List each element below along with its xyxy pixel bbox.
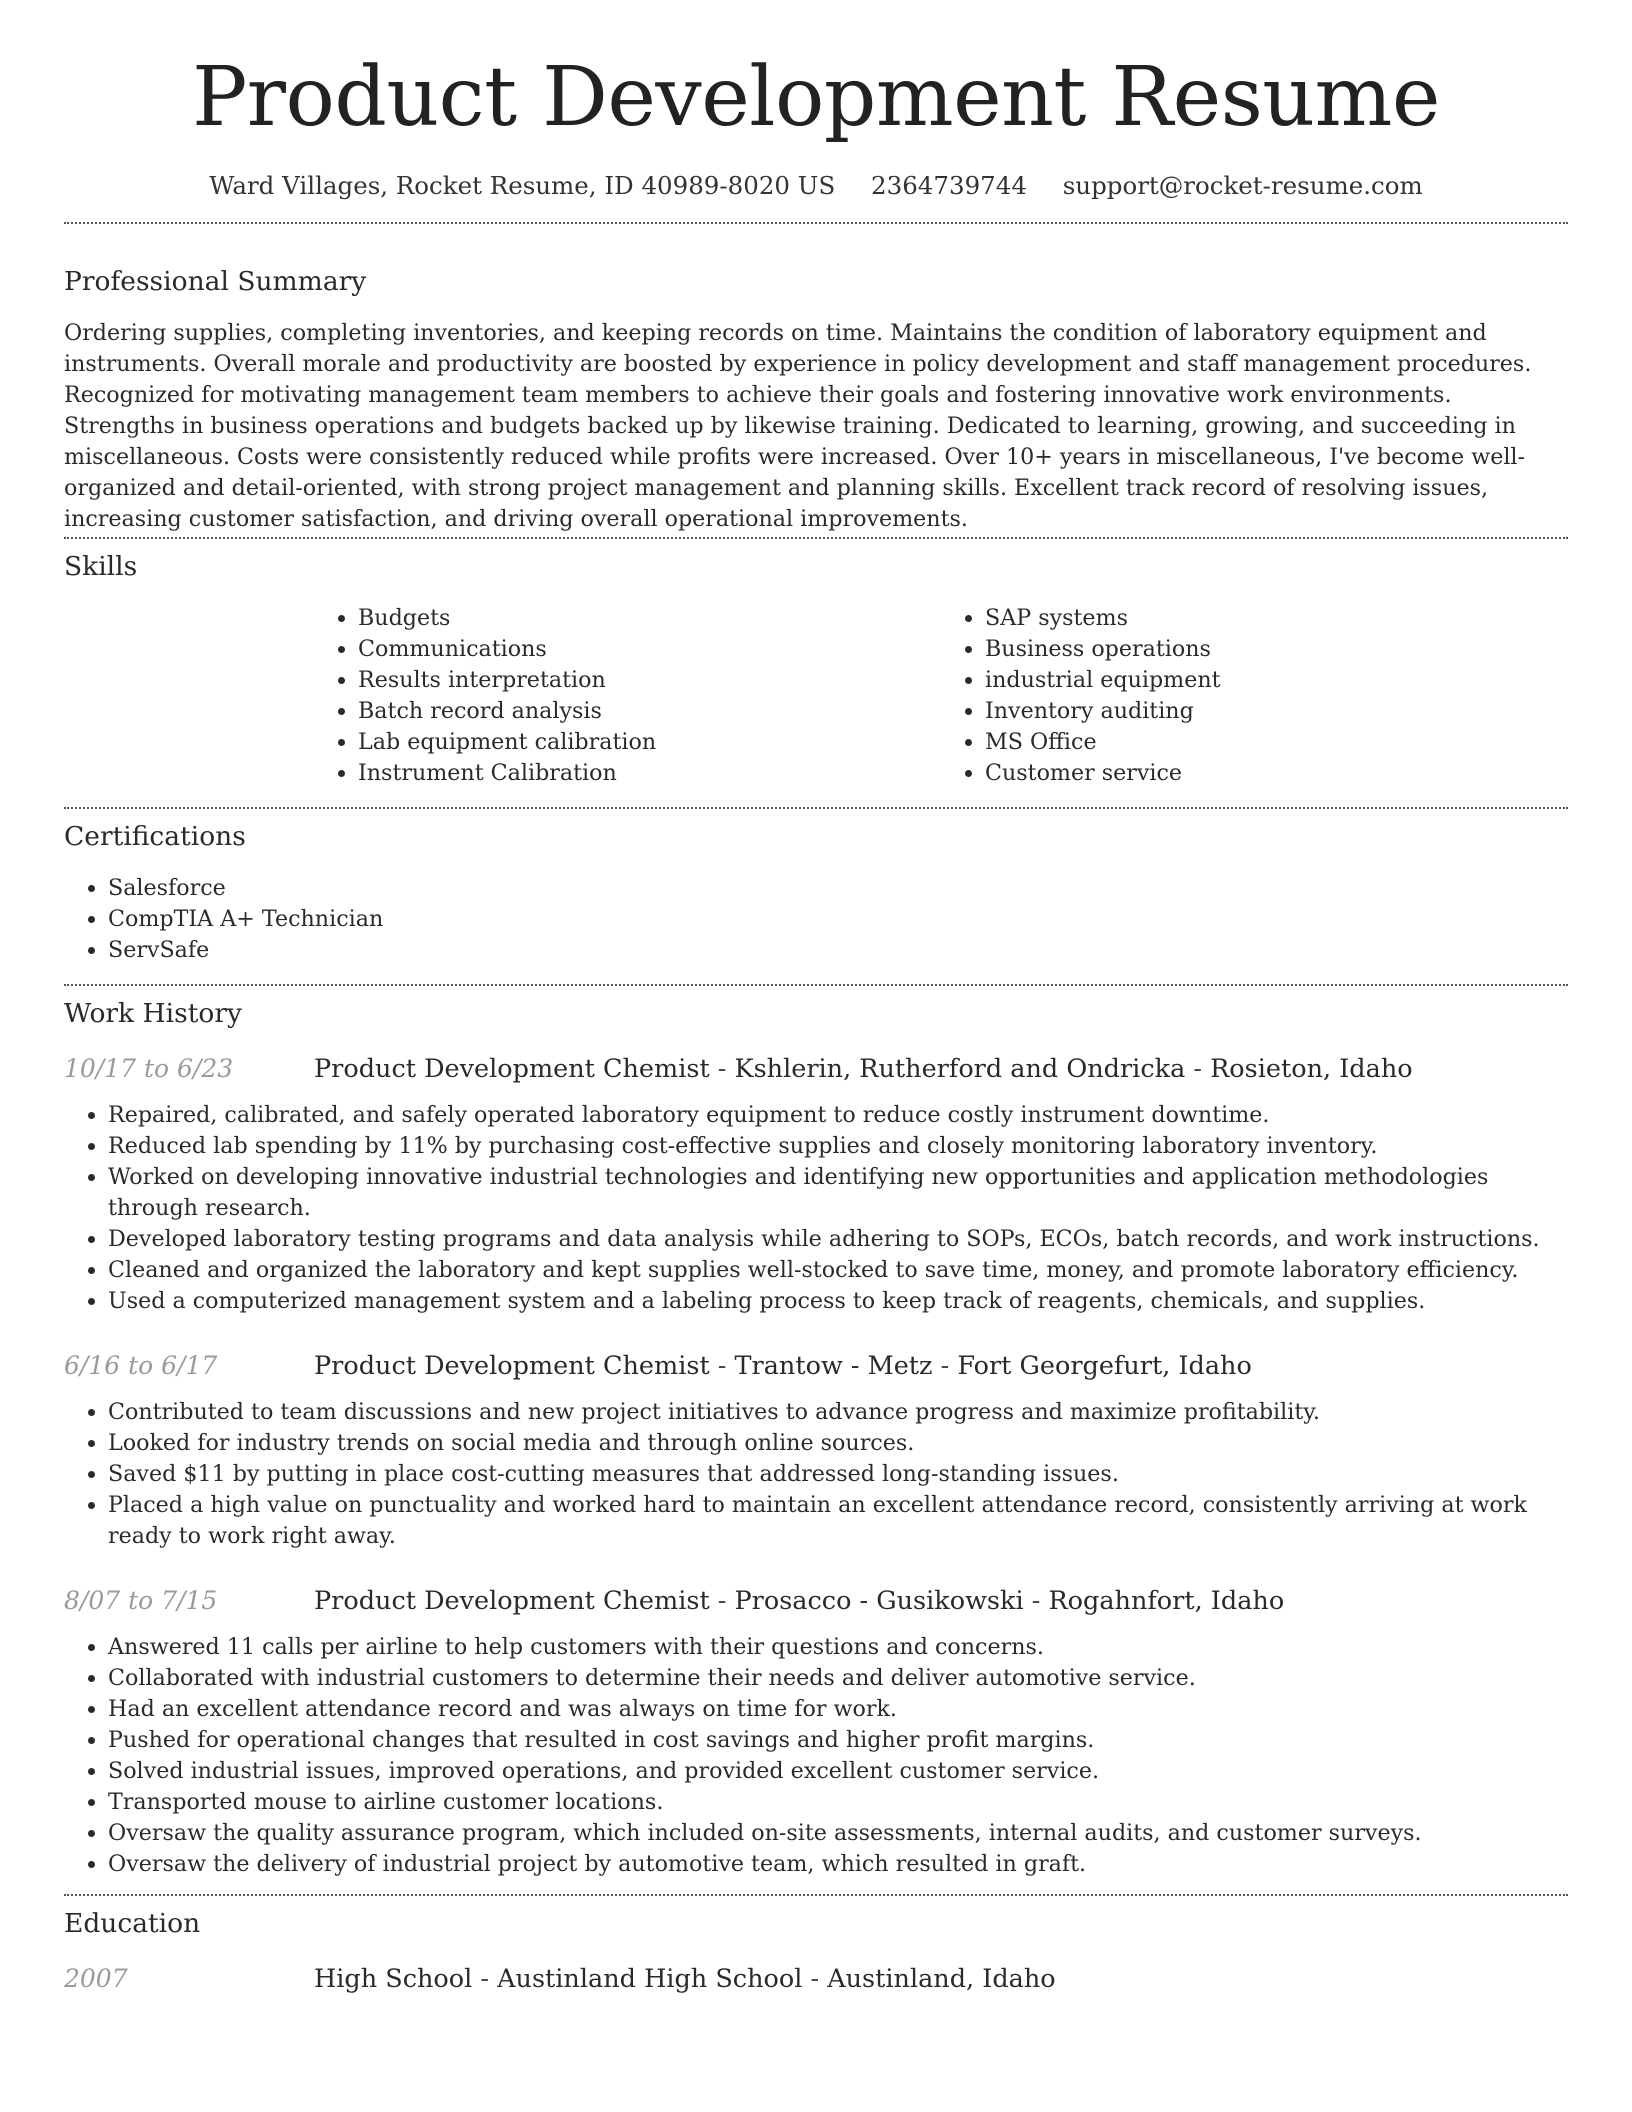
contact-phone: 2364739744 [871,171,1027,200]
job-role: Product Development Chemist [314,1351,710,1381]
title-separator: - [709,1054,735,1084]
section-divider [64,537,1568,539]
certification-item: • ServSafe [108,935,1568,966]
work-history-heading: Work History [64,998,242,1029]
resume-page [64,0,1568,1996]
skill-item: • SAP systems [985,603,1568,634]
certification-item: • Salesforce [108,873,1568,904]
job-location: Fort Georgefurt, Idaho [957,1351,1252,1381]
skills-list-right [941,603,1568,789]
education-location: Austinland, Idaho [827,1964,1056,1994]
job-dates: 6/16 to 6/17 [64,1351,218,1380]
skill-item: • Budgets [358,603,941,634]
skill-item: • Batch record analysis [358,696,941,727]
title-separator: - [709,1351,735,1381]
job-title [314,1584,1284,1618]
job-company: Kshlerin, Rutherford and Ondricka [734,1054,1186,1084]
section-divider [64,222,1568,224]
skill-item: • Inventory auditing [985,696,1568,727]
skill-item: • Instrument Calibration [358,758,941,789]
skill-item: • Business operations [985,634,1568,665]
education-heading: Education [64,1908,201,1939]
job-bullet: • Placed a high value on punctuality and worked hard to maintain an excellent attendance record, consistently arriving at work ready to work right away. [108,1490,1568,1552]
skill-item: • industrial equipment [985,665,1568,696]
job-entry [64,1052,1568,1086]
job-bullet: • Had an excellent attendance record and was always on time for work. [108,1694,1568,1725]
job-role: Product Development Chemist [314,1586,710,1616]
job-bullet: • Saved $11 by putting in place cost-cutting measures that addressed long-standing issues. [108,1459,1568,1490]
section-divider [64,984,1568,986]
job-title [314,1349,1252,1383]
resume-title: Product Development Resume [192,50,1440,145]
job-role: Product Development Chemist [314,1054,710,1084]
job-title [314,1052,1413,1086]
job-bullet: • Solved industrial issues, improved operations, and provided excellent customer service. [108,1756,1568,1787]
education-entry [64,1962,1568,1996]
contact-address: Ward Villages, Rocket Resume, ID 40989-8020 US [209,171,836,200]
job-bullets [64,1632,1568,1880]
summary-text: Ordering supplies, completing inventories, and keeping records on time. Maintains the condition of laboratory equipment and instruments. Overall morale and productivity are boosted by experience in policy development and staff management procedures. Recognized for motivating management team members to achieve their goals and fostering innovative work environments. Strengths in business operations and budgets backed up by likewise training. Dedicated to learning, growing, and succeeding in miscellaneous. Costs were consistently reduced while profits were increased. Over 10+ years in miscellaneous, I've become well-organized and detail-oriented, with strong project management and planning skills. Excellent track record of resolving issues, increasing customer satisfaction, and driving overall operational improvements. [64,320,1532,532]
job-bullet: • Transported mouse to airline customer locations. [108,1787,1568,1818]
job-bullet: • Answered 11 calls per airline to help customers with their questions and concerns. [108,1632,1568,1663]
job-bullet: • Cleaned and organized the laboratory and kept supplies well-stocked to save time, money, and promote laboratory efficiency. [108,1255,1568,1286]
education-title [314,1962,1056,1996]
title-separator: - [1023,1586,1049,1616]
skill-item: • Lab equipment calibration [358,727,941,758]
certifications-list [64,873,1568,966]
skills-heading: Skills [64,551,138,582]
job-dates: 10/17 to 6/23 [64,1054,234,1083]
job-dates: 8/07 to 7/15 [64,1586,218,1615]
education-dates: 2007 [64,1964,128,1993]
certifications-heading: Certifications [64,821,246,852]
section-divider [64,807,1568,809]
skill-item: • Communications [358,634,941,665]
title-separator: - [802,1964,828,1994]
job-bullet: • Looked for industry trends on social media and through online sources. [108,1428,1568,1459]
skills-columns [314,603,1568,789]
job-bullet: • Contributed to team discussions and new project initiatives to advance progress and maximize profitability. [108,1397,1568,1428]
skill-item: • Customer service [985,758,1568,789]
contact-line [64,168,1568,204]
job-bullets [64,1397,1568,1552]
title-separator: - [472,1964,498,1994]
job-bullets [64,1100,1568,1317]
job-bullet: • Pushed for operational changes that resulted in cost savings and higher profit margins. [108,1725,1568,1756]
title-separator: - [1185,1054,1211,1084]
job-bullet: • Worked on developing innovative industrial technologies and identifying new opportunities and application methodologies through research. [108,1162,1568,1224]
job-company: Prosacco - Gusikowski [734,1586,1024,1616]
skill-item: • Results interpretation [358,665,941,696]
job-bullet: • Collaborated with industrial customers to determine their needs and deliver automotive service. [108,1663,1568,1694]
job-bullet: • Developed laboratory testing programs and data analysis while adhering to SOPs, ECOs, batch records, and work instructions. [108,1224,1568,1255]
summary-heading: Professional Summary [64,266,367,297]
title-separator: - [709,1586,735,1616]
job-bullet: • Oversaw the delivery of industrial project by automotive team, which resulted in graft. [108,1849,1568,1880]
title-separator: - [932,1351,958,1381]
education-degree: High School [314,1964,473,1994]
job-bullet: • Repaired, calibrated, and safely operated laboratory equipment to reduce costly instrument downtime. [108,1100,1568,1131]
job-bullet: • Reduced lab spending by 11% by purchasing cost-effective supplies and closely monitoring laboratory inventory. [108,1131,1568,1162]
job-entry [64,1584,1568,1618]
skill-item: • MS Office [985,727,1568,758]
contact-email: support@rocket-resume.com [1062,171,1423,200]
job-company: Trantow - Metz [734,1351,933,1381]
certification-item: • CompTIA A+ Technician [108,904,1568,935]
job-location: Rosieton, Idaho [1210,1054,1413,1084]
job-location: Rogahnfort, Idaho [1048,1586,1285,1616]
skills-list-left [314,603,941,789]
job-entry [64,1349,1568,1383]
section-divider [64,1894,1568,1896]
job-bullet: • Oversaw the quality assurance program, which included on-site assessments, internal audits, and customer surveys. [108,1818,1568,1849]
education-school: Austinland High School [497,1964,803,1994]
job-bullet: • Used a computerized management system and a labeling process to keep track of reagents, chemicals, and supplies. [108,1286,1568,1317]
